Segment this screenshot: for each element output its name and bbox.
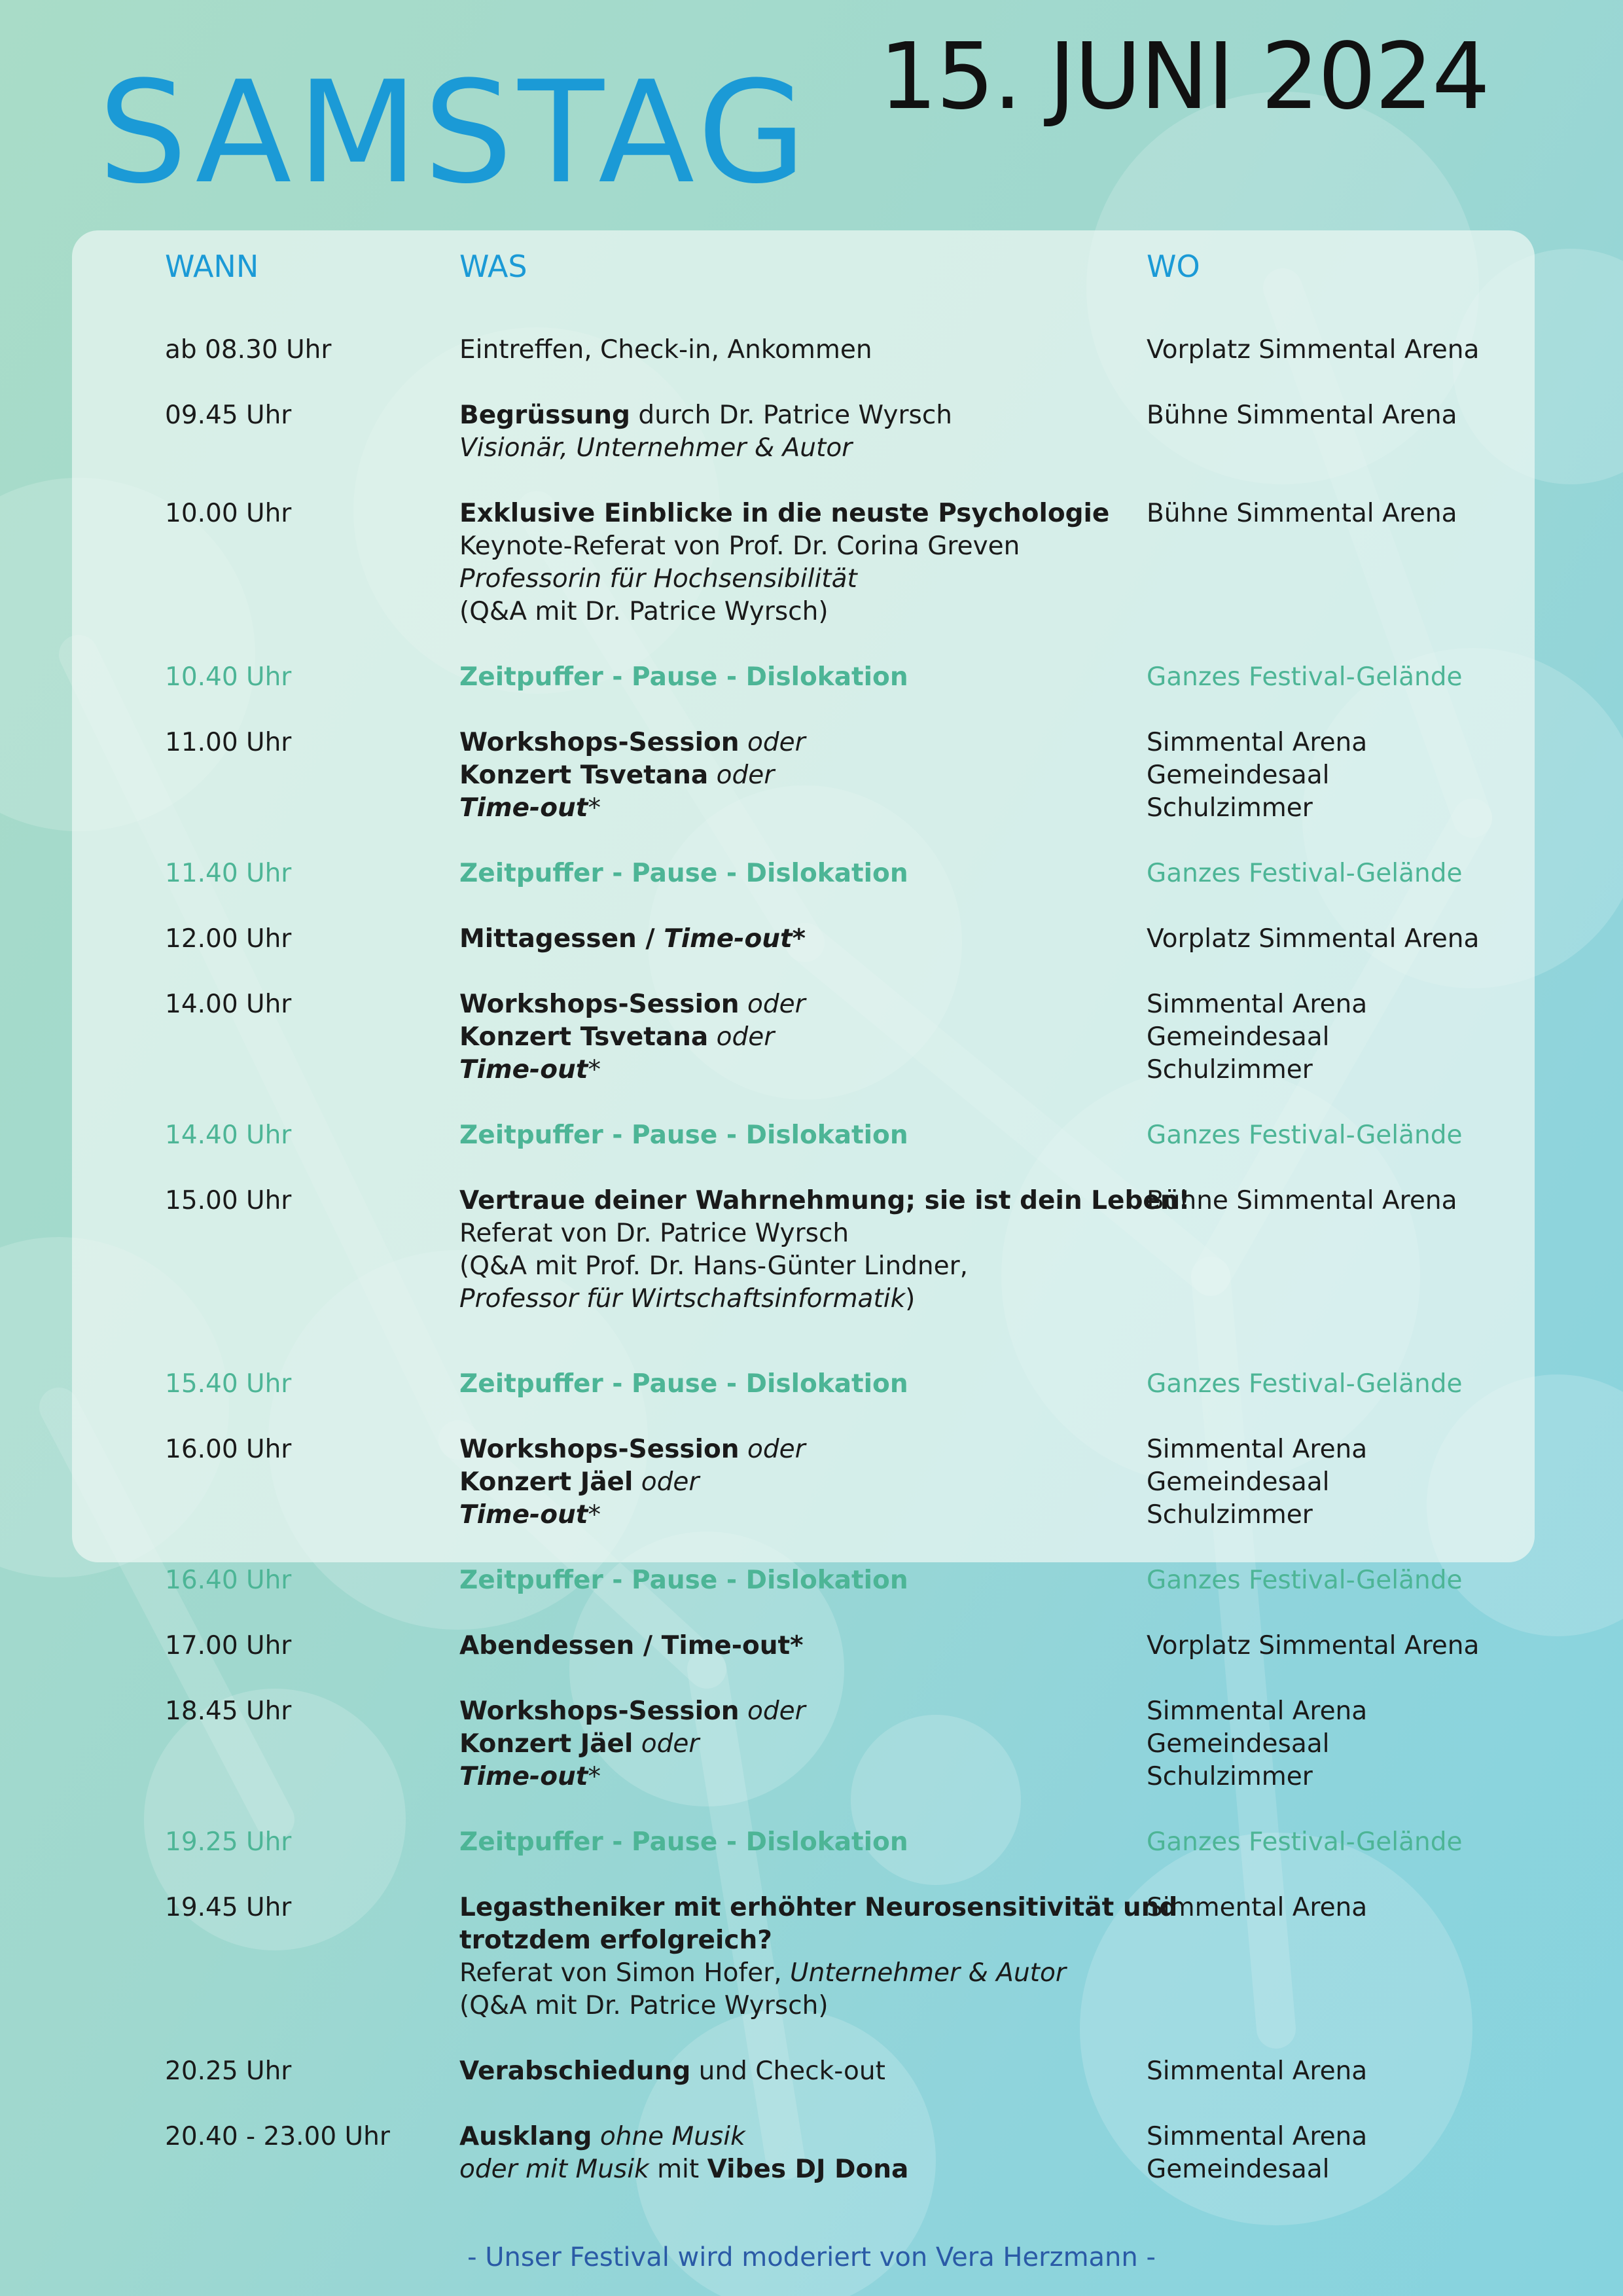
schedule-description: [459, 1630, 1127, 1662]
schedule-description: [459, 497, 1127, 628]
description-text: oder: [633, 1729, 700, 1759]
description-text: (Q&A mit Prof. Dr. Hans-Günter Lindner,: [459, 1251, 969, 1281]
description-text: Ausklang: [459, 2122, 592, 2151]
schedule-time: 10.00 Uhr: [165, 499, 292, 528]
location-line: Vorplatz Simmental Arena: [1147, 1631, 1480, 1660]
description-text: Referat von Dr. Patrice Wyrsch: [459, 1219, 849, 1248]
description-text: oder: [633, 1467, 700, 1497]
description-line: [459, 857, 1127, 890]
description-text: Time-out: [459, 1500, 588, 1530]
location-line: Simmental Arena: [1147, 2056, 1368, 2086]
location-line: Schulzimmer: [1147, 1500, 1313, 1530]
description-line: [459, 1217, 1127, 1250]
schedule-time: 19.45 Uhr: [165, 1893, 292, 1922]
description-text: Zeitpuffer - Pause - Dislokation: [459, 662, 908, 692]
schedule-location: [1147, 1564, 1539, 1597]
description-line: [459, 1499, 1127, 1532]
schedule-time: 18.45 Uhr: [165, 1696, 292, 1726]
description-text: ohne Musik: [592, 2122, 745, 2151]
schedule-description: [459, 988, 1127, 1086]
description-text: Workshops-Session: [459, 990, 740, 1019]
description-text: Mittagessen /: [459, 924, 664, 954]
schedule-time: 20.25 Uhr: [165, 2056, 292, 2086]
description-text: (Q&A mit Dr. Patrice Wyrsch): [459, 597, 829, 626]
description-text: ): [905, 1284, 916, 1314]
schedule-time: 11.00 Uhr: [165, 728, 292, 757]
schedule-time: 15.40 Uhr: [165, 1369, 292, 1399]
description-line: [459, 2121, 1127, 2153]
schedule-location: [1147, 1433, 1539, 1532]
description-text: Abendessen / Time-out*: [459, 1631, 804, 1660]
description-line: [459, 1924, 1127, 1957]
description-line: [459, 661, 1127, 694]
column-header-when: WANN: [165, 249, 259, 284]
schedule-location: [1147, 726, 1539, 825]
location-line: Schulzimmer: [1147, 1055, 1313, 1085]
schedule-time: 09.45 Uhr: [165, 401, 292, 430]
description-line: [459, 1892, 1178, 1924]
description-text: Vertraue deiner Wahrnehmung; sie ist dein Leben!: [459, 1186, 1190, 1215]
location-line: Gemeindesaal: [1147, 1467, 1330, 1497]
schedule-time: 16.00 Uhr: [165, 1435, 292, 1464]
description-line: [459, 2153, 1127, 2186]
description-text: Time-out*: [664, 924, 806, 954]
location-line: Vorplatz Simmental Arena: [1147, 335, 1480, 365]
location-line: Bühne Simmental Arena: [1147, 401, 1457, 430]
description-line: [459, 399, 1127, 432]
location-line: Ganzes Festival-Gelände: [1147, 1369, 1463, 1399]
description-text: Begrüssung: [459, 401, 630, 430]
location-line: Gemeindesaal: [1147, 2155, 1330, 2184]
description-text: Verabschiedung: [459, 2056, 691, 2086]
description-text: oder: [739, 728, 806, 757]
description-text: *: [588, 1500, 601, 1530]
description-text: Zeitpuffer - Pause - Dislokation: [459, 1566, 908, 1595]
description-line: [459, 1761, 1127, 1793]
schedule-location: [1147, 1119, 1539, 1152]
description-text: Legastheniker mit erhöhter Neurosensitivität und: [459, 1893, 1178, 1922]
schedule-description: [459, 857, 1127, 890]
description-line: [459, 988, 1127, 1021]
description-text: Keynote-Referat von Prof. Dr. Corina Greven: [459, 531, 1020, 561]
description-line: [459, 1630, 1127, 1662]
schedule-time: 14.00 Uhr: [165, 990, 292, 1019]
description-line: [459, 1728, 1127, 1761]
schedule-time: 19.25 Uhr: [165, 1827, 292, 1857]
description-text: Referat von Simon Hofer,: [459, 1958, 791, 1988]
description-text: oder: [739, 990, 806, 1019]
location-line: Ganzes Festival-Gelände: [1147, 1566, 1463, 1595]
description-line: [459, 334, 1127, 367]
schedule-description: [459, 923, 1127, 956]
schedule-description: [459, 1368, 1127, 1401]
description-line: [459, 1466, 1127, 1499]
description-line: [459, 1185, 1190, 1217]
schedule-time: 14.40 Uhr: [165, 1121, 292, 1150]
description-text: Eintreffen, Check-in, Ankommen: [459, 335, 872, 365]
schedule-location: [1147, 1826, 1539, 1859]
description-text: oder: [739, 1435, 806, 1464]
description-line: [459, 563, 1127, 596]
description-text: *: [588, 1055, 601, 1085]
description-line: [459, 432, 1127, 465]
description-line: [459, 1957, 1127, 1990]
description-text: Time-out: [459, 793, 588, 823]
location-line: Gemeindesaal: [1147, 1022, 1330, 1052]
description-text: oder: [708, 1022, 775, 1052]
location-line: Simmental Arena: [1147, 1696, 1368, 1726]
location-line: Ganzes Festival-Gelände: [1147, 662, 1463, 692]
schedule-description: [459, 1185, 1190, 1316]
description-text: oder: [739, 1696, 806, 1726]
location-line: Bühne Simmental Arena: [1147, 1186, 1457, 1215]
schedule-location: [1147, 988, 1539, 1086]
schedule-description: [459, 399, 1127, 465]
description-line: [459, 1368, 1127, 1401]
schedule-description: [459, 1695, 1127, 1793]
schedule-location: [1147, 399, 1539, 432]
location-line: Simmental Arena: [1147, 1893, 1368, 1922]
description-line: [459, 1250, 1127, 1283]
description-line: [459, 497, 1127, 530]
description-line: [459, 1433, 1127, 1466]
schedule-location: [1147, 2121, 1539, 2186]
description-line: [459, 1021, 1127, 1054]
description-text: Zeitpuffer - Pause - Dislokation: [459, 1827, 908, 1857]
description-line: [459, 596, 1127, 628]
location-line: Ganzes Festival-Gelände: [1147, 1827, 1463, 1857]
description-text: trotzdem erfolgreich?: [459, 1926, 772, 1955]
schedule-time: 15.00 Uhr: [165, 1186, 292, 1215]
schedule-location: [1147, 1185, 1539, 1217]
location-line: Simmental Arena: [1147, 2122, 1368, 2151]
description-text: Workshops-Session: [459, 1696, 740, 1726]
description-text: Konzert Tsvetana: [459, 1022, 709, 1052]
schedule-time: 17.00 Uhr: [165, 1631, 292, 1660]
location-line: Vorplatz Simmental Arena: [1147, 924, 1480, 954]
schedule-location: [1147, 661, 1539, 694]
description-line: [459, 1283, 1127, 1316]
description-text: Zeitpuffer - Pause - Dislokation: [459, 859, 908, 888]
description-text: Workshops-Session: [459, 1435, 740, 1464]
schedule-location: [1147, 857, 1539, 890]
description-line: [459, 530, 1127, 563]
location-line: Simmental Arena: [1147, 990, 1368, 1019]
schedule-time: 10.40 Uhr: [165, 662, 292, 692]
description-line: [459, 1564, 1127, 1597]
description-text: Time-out: [459, 1762, 588, 1791]
schedule-location: [1147, 334, 1539, 367]
description-text: durch Dr. Patrice Wyrsch: [630, 401, 952, 430]
description-text: Workshops-Session: [459, 728, 740, 757]
schedule-location: [1147, 2055, 1539, 2088]
description-text: Professorin für Hochsensibilität: [459, 564, 857, 594]
schedule-time: 20.40 - 23.00 Uhr: [165, 2122, 390, 2151]
location-line: Ganzes Festival-Gelände: [1147, 859, 1463, 888]
description-text: Visionär, Unternehmer & Autor: [459, 433, 853, 463]
schedule-time: 16.40 Uhr: [165, 1566, 292, 1595]
location-line: Simmental Arena: [1147, 728, 1368, 757]
page-date: 15. JUNI 2024: [879, 24, 1489, 130]
schedule-description: [459, 2121, 1127, 2186]
schedule-time: ab 08.30 Uhr: [165, 335, 332, 365]
description-line: [459, 1826, 1127, 1859]
schedule-time: 12.00 Uhr: [165, 924, 292, 954]
schedule-description: [459, 1826, 1127, 1859]
description-text: mit: [649, 2155, 707, 2184]
description-line: [459, 923, 1127, 956]
description-text: und Check-out: [690, 2056, 885, 2086]
description-text: Unternehmer & Autor: [790, 1958, 1066, 1988]
location-line: Gemeindesaal: [1147, 761, 1330, 790]
description-text: (Q&A mit Dr. Patrice Wyrsch): [459, 1991, 829, 2020]
description-text: oder mit Musik: [459, 2155, 649, 2184]
schedule-location: [1147, 923, 1539, 956]
location-line: Bühne Simmental Arena: [1147, 499, 1457, 528]
location-line: Simmental Arena: [1147, 1435, 1368, 1464]
schedule-description: [459, 661, 1127, 694]
schedule-description: [459, 2055, 1127, 2088]
location-line: Schulzimmer: [1147, 1762, 1313, 1791]
description-text: Time-out: [459, 1055, 588, 1085]
description-line: [459, 1990, 1127, 2022]
description-line: [459, 1695, 1127, 1728]
description-text: Konzert Tsvetana: [459, 761, 709, 790]
schedule-description: [459, 1892, 1178, 2022]
schedule-description: [459, 1119, 1127, 1152]
description-text: oder: [708, 761, 775, 790]
description-line: [459, 1119, 1127, 1152]
column-header-where: WO: [1147, 249, 1200, 284]
description-text: *: [588, 793, 601, 823]
description-text: *: [588, 1762, 601, 1791]
schedule-location: [1147, 1695, 1539, 1793]
description-line: [459, 759, 1127, 792]
schedule-description: [459, 1433, 1127, 1532]
schedule-location: [1147, 497, 1539, 530]
schedule-time: 11.40 Uhr: [165, 859, 292, 888]
page-title-day: SAMSTAG: [98, 50, 812, 215]
location-line: Gemeindesaal: [1147, 1729, 1330, 1759]
description-text: Konzert Jäel: [459, 1467, 633, 1497]
description-text: Exklusive Einblicke in die neuste Psychologie: [459, 499, 1110, 528]
description-text: Zeitpuffer - Pause - Dislokation: [459, 1369, 908, 1399]
description-line: [459, 2055, 1127, 2088]
schedule-location: [1147, 1892, 1539, 1924]
column-header-what: WAS: [459, 249, 527, 284]
description-text: Konzert Jäel: [459, 1729, 633, 1759]
description-text: Vibes DJ Dona: [707, 2155, 909, 2184]
schedule-description: [459, 726, 1127, 825]
description-line: [459, 726, 1127, 759]
location-line: Schulzimmer: [1147, 793, 1313, 823]
schedule-location: [1147, 1630, 1539, 1662]
schedule-description: [459, 1564, 1127, 1597]
schedule-location: [1147, 1368, 1539, 1401]
schedule-description: [459, 334, 1127, 367]
footer-moderation-note: - Unser Festival wird moderiert von Vera Herzmann -: [467, 2242, 1156, 2272]
description-line: [459, 1054, 1127, 1086]
description-text: Zeitpuffer - Pause - Dislokation: [459, 1121, 908, 1150]
location-line: Ganzes Festival-Gelände: [1147, 1121, 1463, 1150]
description-line: [459, 792, 1127, 825]
description-text: Professor für Wirtschaftsinformatik: [459, 1284, 906, 1314]
